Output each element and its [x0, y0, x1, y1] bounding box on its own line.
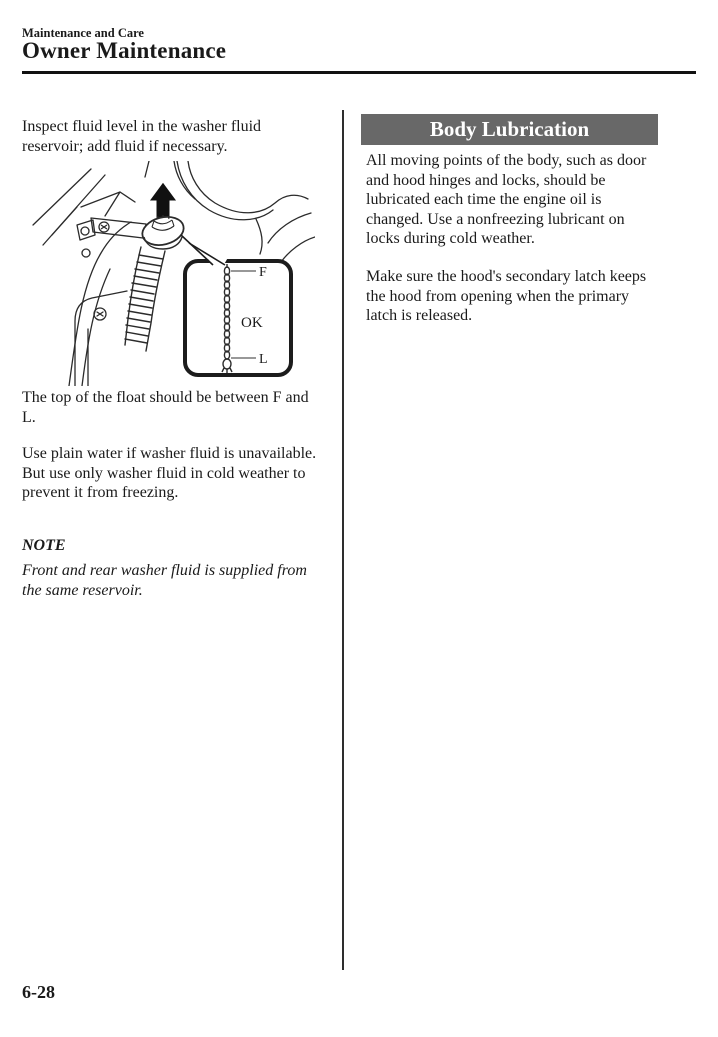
washer-fluid-intro-text: Inspect fluid level in the washer fluid reservoir; add fluid if necessary.	[22, 118, 262, 155]
up-arrow-icon	[149, 182, 177, 219]
page-number: 6-28	[22, 982, 55, 1002]
body-lubrication-text: All moving points of the body, such as door and hood hinges and locks, should be lubricated each time the engine oil is changed. Use a nonfreezing lubricant on locks during cold weather.	[366, 152, 647, 247]
column-divider	[342, 110, 344, 970]
note-body-text: Front and rear washer fluid is supplied from the same reservoir.	[22, 562, 307, 599]
chapter-label: Maintenance and Care	[22, 26, 144, 40]
reservoir-cap-icon	[139, 213, 186, 249]
note-block	[22, 537, 324, 600]
note-label: NOTE	[22, 537, 66, 554]
engine-bay-illustration	[25, 161, 315, 386]
header-rule	[22, 71, 696, 74]
plain-water-text	[22, 444, 325, 503]
label-f: F	[259, 265, 267, 280]
section-header	[361, 114, 658, 145]
washer-reservoir-figure	[25, 161, 315, 386]
plain-water-line2: But use only washer fluid in cold weather to prevent it from freezing.	[22, 464, 306, 501]
section-title: Body Lubrication	[429, 117, 590, 141]
hood-latch-text: Make sure the hood's secondary latch keeps the hood from opening when the primary latch is released.	[366, 268, 647, 324]
plain-water-line1: Use plain water if washer fluid is unavailable.	[22, 445, 317, 462]
level-inset	[181, 235, 291, 375]
page-title: Owner Maintenance	[22, 38, 227, 63]
label-l: L	[259, 352, 268, 367]
label-ok: OK	[241, 315, 263, 331]
filler-neck	[125, 247, 165, 351]
float-caption-text: The top of the float should be between F and L.	[22, 389, 309, 426]
